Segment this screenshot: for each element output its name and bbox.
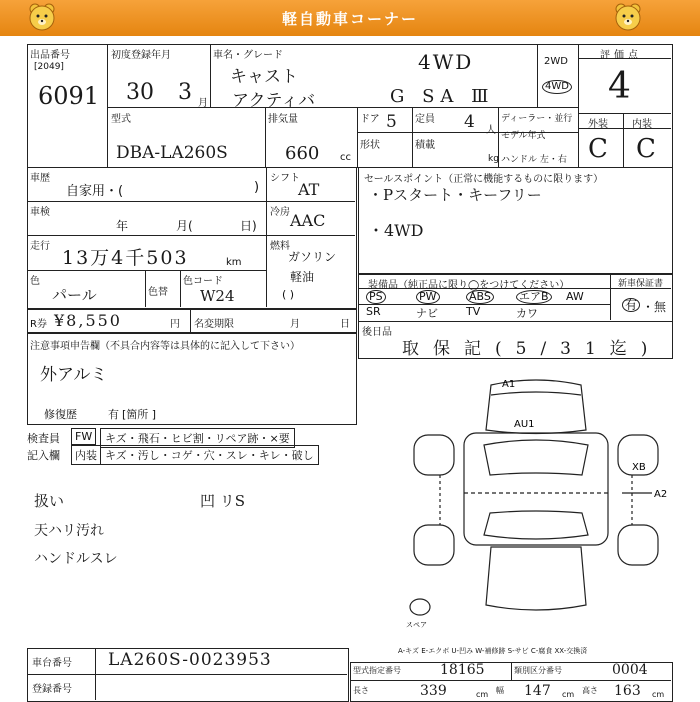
fuel-gas: ガソリン — [288, 250, 337, 264]
header-bar — [0, 0, 700, 36]
warranty-yes: 有 — [622, 298, 640, 312]
fw-label: FW — [71, 428, 96, 445]
load-unit: kg — [488, 154, 499, 164]
model: DBA-LA260S — [116, 143, 228, 163]
equip-item: PW — [416, 290, 440, 304]
reg-label: 初度登録年月 — [111, 50, 171, 61]
width: 147 — [524, 683, 551, 699]
grade-2: G SA Ⅲ — [390, 86, 495, 107]
equip-item: TV — [466, 305, 481, 318]
fuel-label: 燃料 — [270, 241, 290, 252]
dealer-label: ディーラー・並行 — [501, 114, 573, 124]
notes-label: 注意事項申告欄（不具合内容等は具体的に記入して下さい） — [30, 341, 300, 352]
mark-a1: A1 — [502, 379, 516, 390]
color-code: W24 — [200, 287, 235, 305]
hand-note-4: 凹 リS — [200, 492, 246, 510]
capacity-unit: 人 — [486, 125, 496, 136]
repair-location: [箇所 ] — [122, 408, 157, 421]
name-limit-label: 名変期限 — [194, 319, 234, 330]
notes-line-1: 外アルミ — [40, 365, 108, 385]
mark-spare: スペア — [406, 621, 427, 629]
color: パール — [52, 286, 97, 304]
load-label: 積載 — [415, 140, 435, 151]
mileage-label: 走行 — [30, 241, 50, 252]
damage-legend: A-キズ E-エクボ U-凹み W-補修跡 S-サビ C-腐食 XX-交換済 — [398, 647, 588, 655]
color-code-label: 色コード — [183, 276, 223, 287]
equip-item: カワ — [516, 307, 538, 320]
height: 163 — [614, 683, 641, 699]
mileage: 13万4千503 — [62, 247, 189, 269]
ac-label: 冷房 — [270, 207, 290, 218]
equip-item: PS — [366, 290, 386, 304]
equip-item: エアB — [516, 290, 552, 304]
int-score: C — [636, 134, 656, 164]
model-code: 18165 — [440, 662, 485, 678]
ac: AAC — [290, 211, 326, 230]
hand-note-1: 扱い — [34, 492, 65, 510]
reg-month-unit: 月 — [198, 98, 208, 109]
shift: AT — [298, 180, 320, 199]
reg-year: 30 — [126, 80, 154, 105]
disp-unit: cc — [340, 152, 351, 163]
history: 自家用・( — [66, 184, 124, 199]
width-unit: cm — [562, 690, 575, 699]
inside-label: 内装 — [71, 445, 101, 465]
grade-1: アクティバ — [232, 91, 316, 111]
ext-inspect: キズ・飛石・ヒビ割・リペア跡・×要 — [100, 428, 295, 448]
equip-row-1 — [360, 290, 610, 304]
fuel-other: ( ) — [282, 288, 295, 301]
mileage-unit: km — [226, 257, 242, 268]
name-limit-day: 日 — [340, 319, 350, 330]
height-label: 高さ — [582, 686, 598, 695]
drive-opt-4wd: 4WD — [542, 80, 572, 94]
handle-label: ハンドル 左・右 — [501, 155, 567, 165]
equip-item: AW — [566, 290, 584, 303]
shape-label: 形状 — [360, 140, 380, 151]
height-unit: cm — [652, 690, 665, 699]
equip-label: 装備品（純正品に限り◯をつけてください） — [368, 280, 570, 291]
car-name: キャスト — [230, 67, 298, 87]
model-code-label: 型式指定番号 — [353, 666, 401, 675]
recycle-unit: 円 — [170, 319, 180, 330]
displacement: 660 — [285, 143, 320, 164]
sales-line-1: ・Pスタート・キーフリー — [368, 186, 542, 204]
class-code-label: 類別区分番号 — [514, 666, 562, 675]
chassis-number: LA260S-0023953 — [108, 650, 272, 670]
recycle-fee: ¥8,550 — [54, 311, 122, 330]
inspector-label: 検査員 — [27, 432, 60, 445]
mark-a2: A2 — [654, 489, 668, 500]
sales-line-2: ・4WD — [368, 221, 424, 240]
repair-value: 有 — [108, 408, 119, 421]
int-inspect: キズ・汚し・コゲ・穴・スレ・キレ・破し — [100, 445, 319, 465]
recycle-label: R券 — [30, 319, 47, 330]
length-label: 長さ — [353, 686, 369, 695]
warranty-no: ・無 — [642, 300, 667, 314]
car-damage-diagram — [396, 375, 676, 640]
page-title: 軽自動車コーナー — [281, 10, 418, 28]
hand-note-3: ハンドルスレ — [34, 551, 118, 567]
width-label: 幅 — [496, 686, 504, 695]
equip-item: ABS — [466, 290, 494, 304]
score: 4 — [608, 66, 631, 107]
model-year-label: モデル年式 — [501, 131, 546, 141]
tone-label: 色替 — [148, 287, 168, 298]
inspect-year: 年 — [116, 219, 129, 233]
reg-no-label: 登録番号 — [32, 684, 72, 695]
repair-label: 修復歴 — [44, 408, 77, 421]
inspect-month: 月( — [176, 219, 193, 233]
drive: 4WD — [418, 50, 474, 74]
ext-label: 外装 — [588, 119, 608, 130]
lot-label: 出品番号 — [30, 50, 70, 61]
mark-au1: AU1 — [514, 419, 535, 430]
inspect-label: 車検 — [30, 207, 50, 218]
score-label: 評価点 — [600, 50, 642, 61]
ext-score: C — [588, 134, 608, 164]
lot-sub: [2049] — [34, 62, 64, 72]
class-code: 0004 — [612, 662, 648, 678]
shift-label: シフト — [270, 173, 300, 184]
color-label: 色 — [30, 276, 40, 287]
drive-opt-2wd: 2WD — [544, 56, 568, 67]
capacity: 4 — [464, 112, 475, 132]
equip-item: SR — [366, 305, 381, 318]
door-label: ドア — [360, 114, 380, 125]
entry-label: 記入欄 — [27, 449, 60, 462]
warranty-label: 新車保証書 — [618, 279, 664, 289]
capacity-label: 定員 — [415, 114, 435, 125]
reg-month: 3 — [178, 80, 192, 105]
postdate-label: 後日品 — [362, 327, 392, 338]
chassis-label: 車台番号 — [32, 658, 72, 669]
equip-item: ナビ — [416, 307, 438, 320]
fuel-diesel: 軽油 — [290, 270, 315, 284]
name-limit-month: 月 — [290, 319, 300, 330]
name-label: 車名・グレード — [213, 50, 283, 61]
postdate: 取保記(5/31迄) — [402, 339, 662, 359]
hand-note-2: 天ハリ汚れ — [34, 523, 104, 539]
disp-label: 排気量 — [268, 114, 298, 125]
sales-label: セールスポイント（正常に機能するものに限ります） — [364, 174, 604, 185]
int-label: 内装 — [632, 119, 652, 130]
length: 339 — [420, 683, 447, 699]
model-label: 型式 — [111, 114, 131, 125]
inspect-day: 日) — [240, 219, 257, 233]
history-label: 車歴 — [30, 173, 50, 184]
doors: 5 — [386, 112, 397, 132]
mark-xb: XB — [632, 462, 646, 473]
lot-number: 6091 — [38, 82, 100, 110]
bear-mascot-icon — [612, 2, 644, 34]
length-unit: cm — [476, 690, 489, 699]
equip-row-2 — [360, 305, 560, 319]
